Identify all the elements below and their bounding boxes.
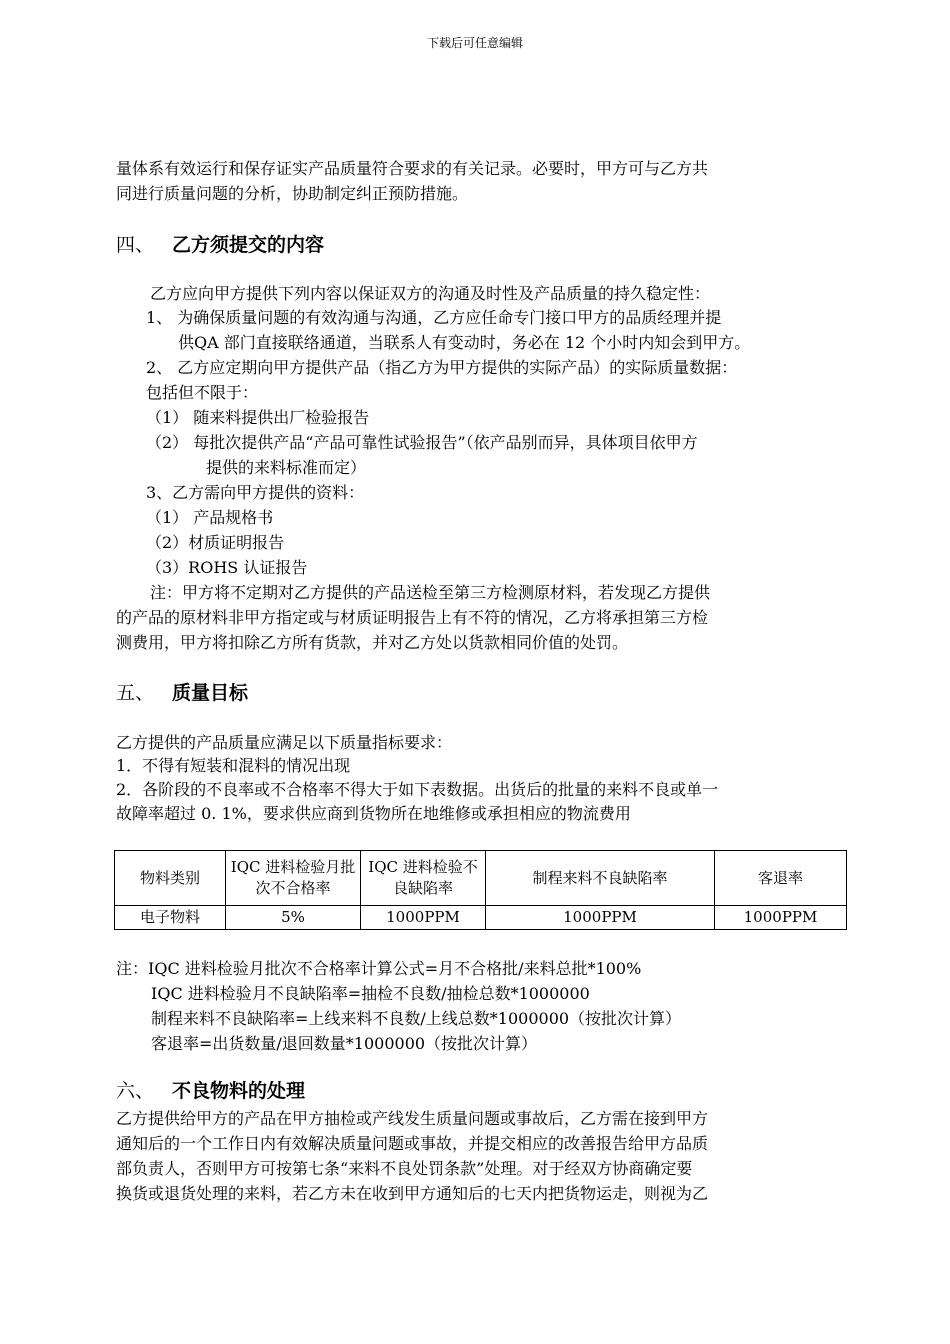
table-cell: 5% <box>226 906 361 930</box>
table-cell: 电子物料 <box>115 906 226 930</box>
table-row <box>115 906 847 930</box>
list-item: 提供的来料标准而定） <box>206 458 367 477</box>
page-header: 下载后可任意编辑 <box>426 36 523 50</box>
section-4-heading <box>116 230 324 257</box>
note-text: 的产品的原材料非甲方指定或与材质证明报告上有不符的情况，乙方将承担第三方检 <box>116 608 709 627</box>
section-title: 乙方须提交的内容 <box>172 234 325 256</box>
section-number: 五、 <box>116 682 155 704</box>
list-item: 包括但不限于： <box>146 383 259 402</box>
list-item: 故障率超过 0. 1%，要求供应商到货物所在地维修或承担相应的物流费用 <box>116 804 631 823</box>
body-text: 乙方提供给甲方的产品在甲方抽检或产线发生质量问题或事故后，乙方需在接到甲方 <box>116 1109 709 1128</box>
section-6-heading <box>116 1076 305 1103</box>
table-cell: 1000PPM <box>715 906 847 930</box>
note-text: 客退率=出货数量/退回数量*1000000（按批次计算） <box>151 1034 538 1053</box>
section-number: 六、 <box>116 1080 155 1102</box>
quality-target-table <box>114 850 847 930</box>
table-cell: 1000PPM <box>361 906 486 930</box>
list-item: 1、 为确保质量问题的有效沟通与沟通，乙方应任命专门接口甲方的品质经理并提 <box>146 308 722 327</box>
list-item: （2） 每批次提供产品“产品可靠性试验报告”（依产品别而异，具体项目依甲方 <box>146 433 698 452</box>
note-text: 注：IQC 进料检验月批次不合格率计算公式=月不合格批/来料总批*100% <box>116 959 642 978</box>
list-item: 2．各阶段的不良率或不合格率不得大于如下表数据。出货后的批量的来料不良或单一 <box>116 780 719 799</box>
section-title: 不良物料的处理 <box>172 1080 306 1102</box>
note-text: 注：甲方将不定期对乙方提供的产品送检至第三方检测原材料，若发现乙方提供 <box>150 583 711 602</box>
body-text: 部负责人，否则甲方可按第七条“来料不良处罚条款”处理。对于经双方协商确定要 <box>116 1159 693 1178</box>
body-text: 量体系有效运行和保存证实产品质量符合要求的有关记录。必要时，甲方可与乙方共 <box>116 159 709 178</box>
list-item: 2、 乙方应定期向甲方提供产品（指乙方为甲方提供的实际产品）的实际质量数据： <box>146 358 738 377</box>
list-item: 供QA 部门直接联络通道，当联系人有变动时，务必在 12 个小时内知会到甲方。 <box>178 333 751 352</box>
body-text: 乙方提供的产品质量应满足以下质量指标要求： <box>116 733 453 752</box>
table-header-cell: IQC 进料检验不良缺陷率 <box>361 851 486 906</box>
table-header-cell: IQC 进料检验月批次不合格率 <box>226 851 361 906</box>
table-header-cell: 客退率 <box>715 851 847 906</box>
table-header-cell: 制程来料不良缺陷率 <box>486 851 715 906</box>
note-text: 制程来料不良缺陷率=上线来料不良数/上线总数*1000000（按批次计算） <box>151 1009 682 1028</box>
body-text: 换货或退货处理的来料，若乙方未在收到甲方通知后的七天内把货物运走，则视为乙 <box>116 1184 709 1203</box>
list-item: 1．不得有短装和混料的情况出现 <box>116 756 351 775</box>
body-text: 同进行质量问题的分析，协助制定纠正预防措施。 <box>116 184 469 203</box>
note-text: IQC 进料检验月不良缺陷率=抽检不良数/抽检总数*1000000 <box>151 984 590 1003</box>
body-text: 乙方应向甲方提供下列内容以保证双方的沟通及时性及产品质量的持久稳定性： <box>150 284 711 303</box>
list-item: （2）材质证明报告 <box>146 533 285 552</box>
list-item: （3）ROHS 认证报告 <box>146 558 308 577</box>
section-number: 四、 <box>116 234 155 256</box>
list-item: （1） 产品规格书 <box>146 508 274 527</box>
table-cell: 1000PPM <box>486 906 715 930</box>
note-text: 测费用，甲方将扣除乙方所有货款，并对乙方处以货款相同价值的处罚。 <box>116 633 629 652</box>
body-text: 通知后的一个工作日内有效解决质量问题或事故，并提交相应的改善报告给甲方品质 <box>116 1134 709 1153</box>
list-item: 3、乙方需向甲方提供的资料： <box>146 483 365 502</box>
section-title: 质量目标 <box>172 682 249 704</box>
section-5-heading <box>116 678 248 705</box>
table-header-row <box>115 851 847 906</box>
table-header-cell: 物料类别 <box>115 851 226 906</box>
list-item: （1） 随来料提供出厂检验报告 <box>146 408 370 427</box>
